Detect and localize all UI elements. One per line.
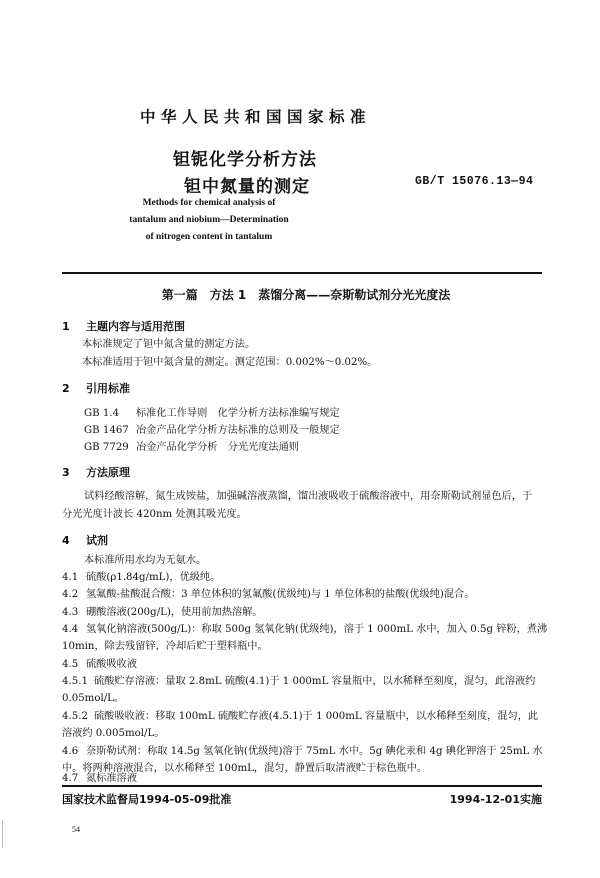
section-3-paragraph-line2: 分光光度计波长 420nm 处测其吸光度。 (62, 509, 247, 520)
item-number: 4.4 (62, 624, 79, 635)
item-text: 氮标准溶液 (86, 773, 137, 784)
reference-code: GB 1467 (84, 425, 129, 436)
reagent-item (62, 571, 220, 585)
english-title-line3: of nitrogen content in tantalum (145, 232, 273, 242)
reference-title: 标准化工作导则 化学分析方法标准编写规定 (136, 408, 340, 419)
reagent-item (62, 588, 474, 602)
item-number: 4.5 (62, 659, 79, 670)
item-number: 4.6 (62, 746, 79, 757)
section-1-paragraph: 本标准规定了钽中氮含量的测定方法。 (82, 339, 256, 350)
item-number: 4.3 (62, 607, 79, 618)
reagent-item (62, 606, 263, 620)
section-4-intro: 本标准所用水均为无氨水。 (84, 555, 207, 566)
item-text: 奈斯勒试剂：称取 14.5g 氢氧化钠(优级纯)溶于 75mL 水中。5g 碘化汞和 4g 碘化钾溶于 25mL 水 (86, 746, 543, 757)
section-4-heading (62, 532, 108, 548)
english-title-line2: tantalum and niobium—Determination (129, 215, 289, 225)
reagent-item (62, 710, 538, 724)
reference-item (84, 441, 299, 455)
item-text: 硫酸贮存溶液：量取 2.8mL 硫酸(4.1)于 1 000mL 容量瓶中，以水稀释至刻度，混匀，此溶液约 (94, 676, 536, 687)
item-number: 4.5.1 (62, 676, 88, 687)
section-title: 试剂 (86, 534, 108, 547)
document-title-line2: 钽中氮量的测定 (184, 177, 310, 197)
section-number: 1 (62, 320, 70, 333)
section-title: 方法原理 (86, 466, 130, 479)
item-text: 硼酸溶液(200g/L)，使用前加热溶解。 (86, 607, 263, 618)
reagent-item (62, 772, 137, 786)
reagent-item-continuation: 10min，除去残留锌，冷却后贮于塑料瓶中。 (62, 641, 268, 652)
section-title: 引用标准 (86, 382, 130, 395)
item-number: 4.2 (62, 589, 79, 600)
item-number: 4.1 (62, 572, 79, 583)
document-title-line1: 钽铌化学分析方法 (173, 150, 317, 170)
reagent-item-continuation: 溶液约 0.005mol/L。 (62, 728, 165, 739)
reference-code: GB 1.4 (84, 408, 120, 419)
header-divider (62, 272, 542, 274)
effective-date: 1994-12-01实施 (449, 793, 542, 806)
reference-title: 冶金产品化学分析方法标准的总则及一般规定 (136, 425, 340, 436)
english-title-line1: Methods for chemical analysis of (142, 198, 276, 208)
section-2-heading (62, 380, 130, 396)
section-number: 3 (62, 466, 70, 479)
item-number: 4.7 (62, 773, 79, 784)
item-text: 硫酸(ρ1.84g/mL)，优级纯。 (86, 572, 221, 583)
section-1-heading (62, 318, 185, 334)
item-text: 硫酸吸收液：移取 100mL 硫酸贮存液(4.5.1)于 1 000mL 容量瓶中，以水稀释至刻度，混匀，此 (94, 711, 539, 722)
section-title: 主题内容与适用范围 (86, 320, 185, 333)
approval-date: 国家技术监督局1994-05-09批准 (62, 793, 232, 806)
section-number: 4 (62, 534, 70, 547)
reagent-item (62, 675, 535, 689)
reagent-item-continuation: 0.05mol/L。 (62, 693, 125, 704)
standard-code: GB/T 15076.13—94 (415, 175, 534, 188)
reagent-item (62, 623, 547, 637)
reagent-item (62, 658, 137, 672)
reference-title: 冶金产品化学分析 分光光度法通则 (136, 442, 299, 453)
scan-artifact (2, 820, 3, 848)
reagent-item-continuation: 中。将两种溶液混合，以水稀释至 100mL，混匀，静置后取清液贮于棕色瓶中。 (62, 763, 428, 774)
section-3-heading (62, 464, 130, 480)
part-title: 第一篇 方法 1 蒸馏分离——奈斯勒试剂分光光度法 (161, 288, 451, 302)
item-number: 4.5.2 (62, 711, 88, 722)
page-number: 54 (72, 825, 80, 834)
reference-item (84, 407, 340, 421)
reagent-item (62, 745, 543, 759)
section-1-paragraph: 本标准适用于钽中氮含量的测定。测定范围：0.002%～0.02%。 (82, 357, 378, 368)
item-text: 硫酸吸收液 (86, 659, 137, 670)
reference-code: GB 7729 (84, 442, 129, 453)
footer-divider (62, 785, 542, 787)
item-text: 氢氧化钠溶液(500g/L)：称取 500g 氢氧化钠(优级纯)，溶于 1 000mL 水中，加入 0.5g 锌粉，煮沸 (86, 624, 548, 635)
national-standard-heading: 中华人民共和国国家标准 (140, 108, 372, 126)
section-number: 2 (62, 382, 70, 395)
item-text: 氢氟酸-盐酸混合酸：3 单位体积的氢氟酸(优级纯)与 1 单位体积的盐酸(优级纯)混合。 (86, 589, 475, 600)
reference-item (84, 424, 340, 438)
section-3-paragraph-line1: 试料经酸溶解，氮生成铵盐，加强碱溶液蒸馏，馏出液吸收于硫酸溶液中，用奈斯勒试剂显色后，于 (84, 491, 533, 502)
